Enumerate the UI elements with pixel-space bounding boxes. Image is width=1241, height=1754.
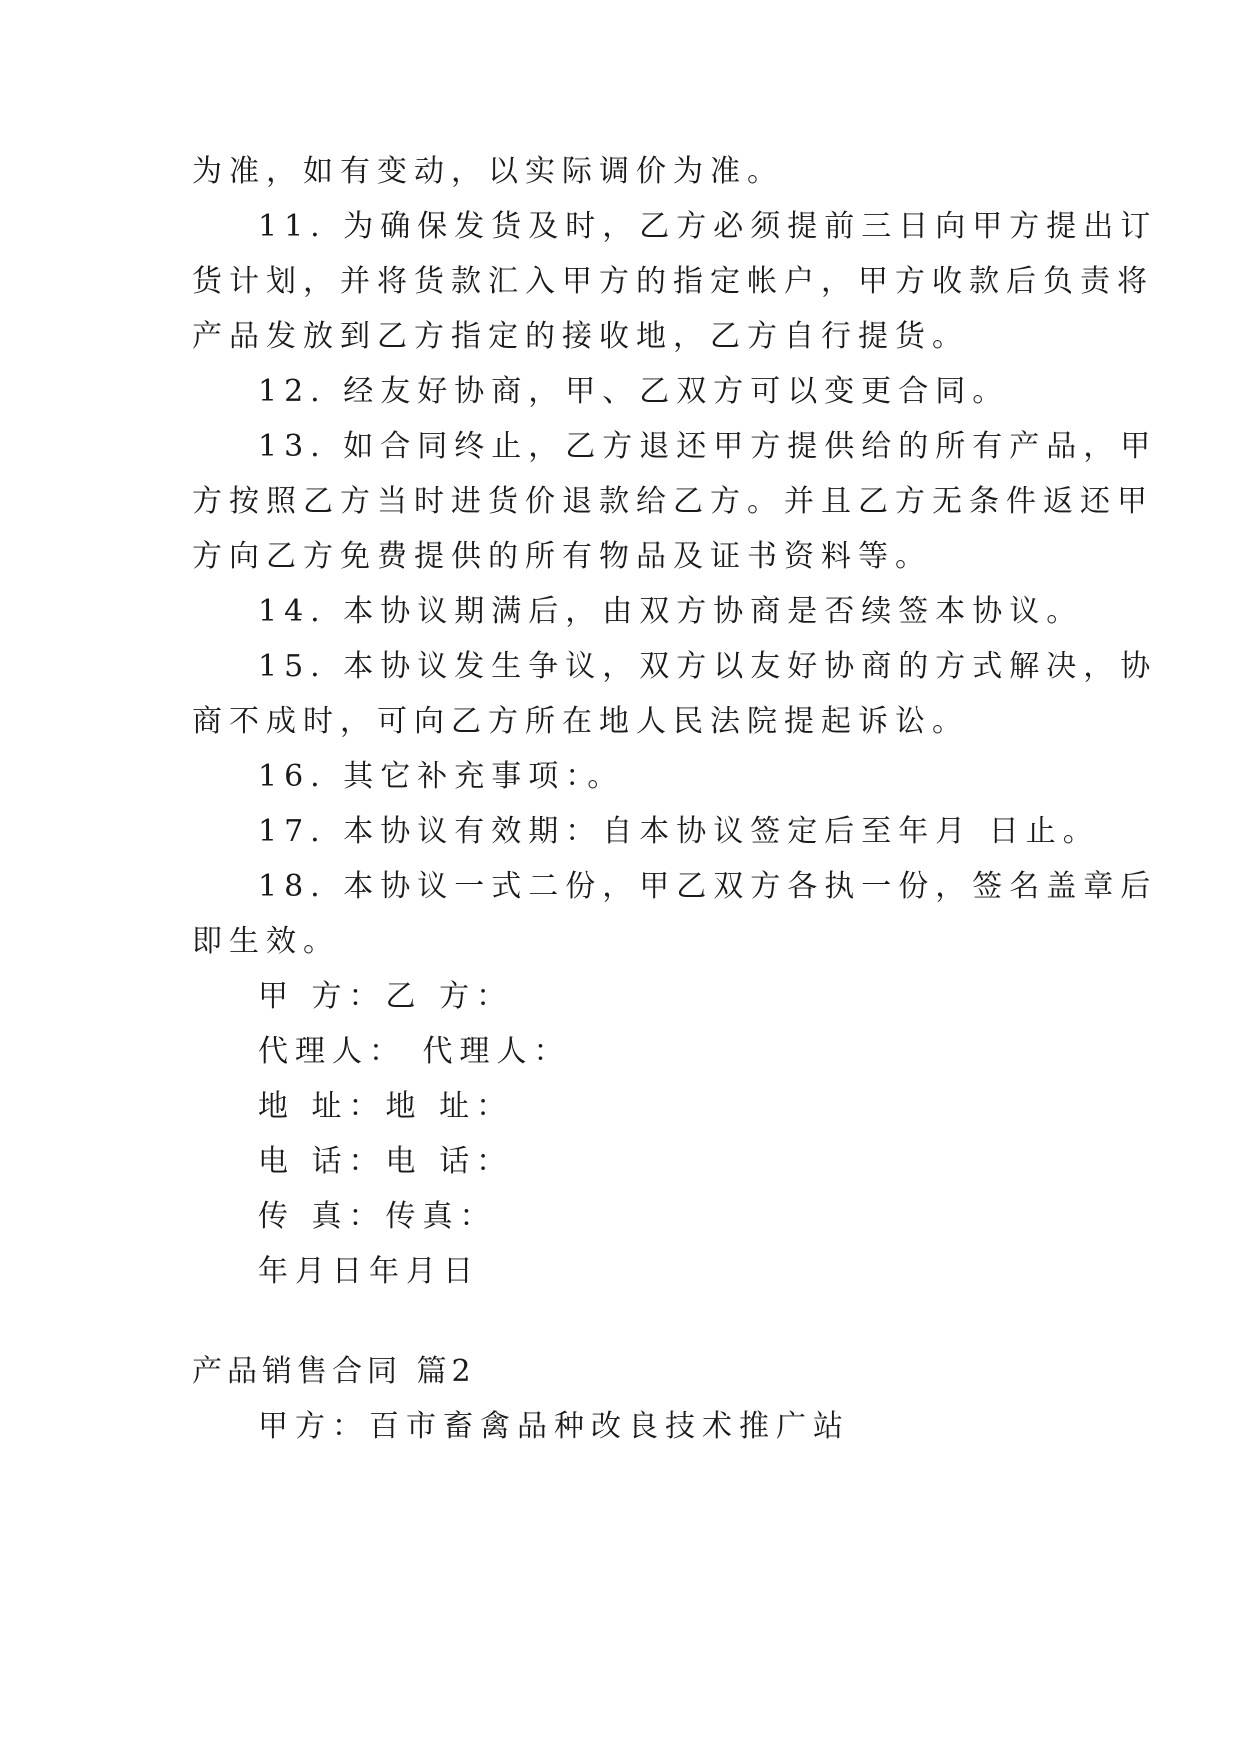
clause-14: 14. 本协议期满后，由双方协商是否续签本协议。 [258, 594, 1084, 629]
clause-11: 11. 为确保发货及时，乙方必须提前三日向甲方提出订 [258, 209, 1158, 244]
signature-party: 甲 方：乙 方： [258, 979, 514, 1014]
signature-date: 年月日年月日 [258, 1254, 480, 1289]
text-line: 方向乙方免费提供的所有物品及证书资料等。 [192, 539, 932, 574]
clause-12: 12. 经友好协商，甲、乙双方可以变更合同。 [258, 374, 1010, 409]
section-heading: 产品销售合同 篇2 [192, 1354, 476, 1389]
signature-agent: 代理人： 代理人： [258, 1034, 571, 1069]
clause-18: 18. 本协议一式二份，甲乙双方各执一份，签名盖章后 [258, 869, 1158, 904]
party-a-line: 甲方：百市畜禽品种改良技术推广站 [258, 1409, 850, 1444]
signature-address: 地 址：地 址： [258, 1089, 514, 1124]
clause-15: 15. 本协议发生争议，双方以友好协商的方式解决，协 [258, 649, 1158, 684]
signature-fax: 传 真：传真： [258, 1199, 497, 1234]
text-line: 货计划，并将货款汇入甲方的指定帐户，甲方收款后负责将 [192, 264, 1154, 299]
text-line: 产品发放到乙方指定的接收地，乙方自行提货。 [192, 319, 969, 354]
clause-13: 13. 如合同终止，乙方退还甲方提供给的所有产品，甲 [258, 429, 1158, 464]
clause-16: 16. 其它补充事项：。 [258, 759, 625, 794]
clause-17: 17. 本协议有效期：自本协议签定后至年月 日止。 [258, 814, 1100, 849]
text-line: 方按照乙方当时进货价退款给乙方。并且乙方无条件返还甲 [192, 484, 1154, 519]
text-line: 商不成时，可向乙方所在地人民法院提起诉讼。 [192, 704, 969, 739]
text-line: 为准，如有变动，以实际调价为准。 [192, 154, 784, 189]
signature-phone: 电 话：电 话： [258, 1144, 514, 1179]
text-line: 即生效。 [192, 924, 340, 959]
